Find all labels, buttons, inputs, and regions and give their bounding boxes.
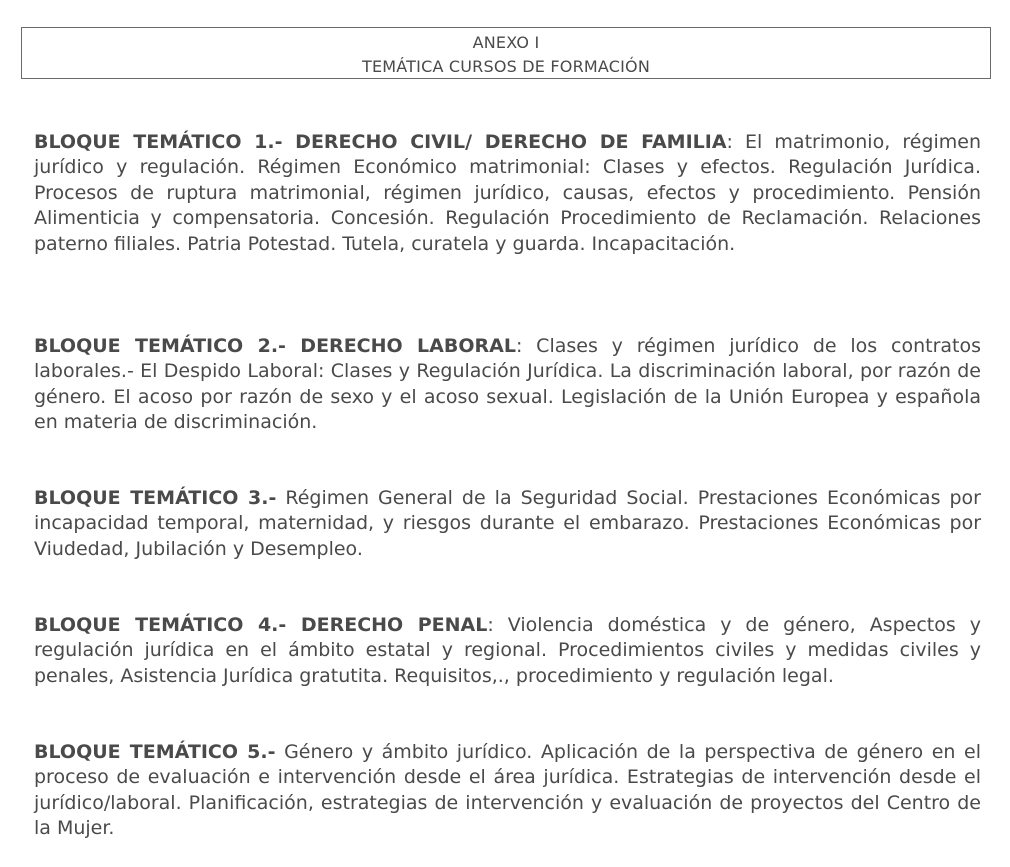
block-4-heading: BLOQUE TEMÁTICO 4.- DERECHO PENAL [34, 614, 488, 636]
thematic-block-4 [34, 613, 981, 689]
annex-title-box [21, 27, 991, 79]
block-5-text: Género y ámbito jurídico. Aplicación de la perspectiva de género en el proceso de evaluación e intervención desde el área jurídica. Estrategias de intervención desde el jurídico/laboral. Planificación, estrategias de intervención y evaluación de proyectos del Centro de la Mujer. [34, 741, 981, 840]
block-4-separator: : [487, 614, 494, 636]
annex-label: ANEXO I [472, 33, 540, 52]
block-1-separator: : [726, 131, 733, 153]
block-2-heading: BLOQUE TEMÁTICO 2.- DERECHO LABORAL [34, 335, 516, 357]
thematic-block-3 [34, 486, 981, 562]
block-1-heading: BLOQUE TEMÁTICO 1.- DERECHO CIVIL/ DERECHO DE FAMILIA [34, 131, 727, 153]
thematic-block-1 [34, 130, 981, 257]
thematic-block-2 [34, 334, 981, 436]
thematic-block-5 [34, 740, 981, 842]
block-2-separator: : [515, 335, 523, 357]
block-1-text: El matrimonio, régimen jurídico y regulación. Régimen Económico matrimonial: Clases y efectos. Regulación Jurídica. Procesos de ruptura matrimonial, régimen jurídico, causas, efectos y procedimiento. Pensión Alimenticia y compensatoria. Concesión. Regulación Procedimiento de Reclamación. Relaciones paterno filiales. Patria Potestad. Tutela, curatela y guarda. Incapacitación. [34, 131, 981, 255]
block-3-text: Régimen General de la Seguridad Social. Prestaciones Económicas por incapacidad temporal, maternidad, y riesgos durante el embarazo. Prestaciones Económicas por Viudedad, Jubilación y Desempleo. [34, 487, 981, 560]
annex-title: TEMÁTICA CURSOS DE FORMACIÓN [361, 57, 651, 76]
block-2-text: Clases y régimen jurídico de los contratos laborales.- El Despido Laboral: Clases y Regulación Jurídica. La discriminación laboral, por razón de género. El acoso por razón de sexo y el acoso sexual. Legislación de la Unión Europea y española en materia de discriminación. [34, 335, 981, 434]
block-3-heading: BLOQUE TEMÁTICO 3.- [34, 487, 277, 509]
block-4-text: Violencia doméstica y de género, Aspectos y regulación jurídica en el ámbito estatal y regional. Procedimientos civiles y medidas civiles y penales, Asistencia Jurídica gratutita. Requisitos,., procedimiento y regulación legal. [34, 614, 981, 687]
block-5-heading: BLOQUE TEMÁTICO 5.- [34, 741, 276, 763]
